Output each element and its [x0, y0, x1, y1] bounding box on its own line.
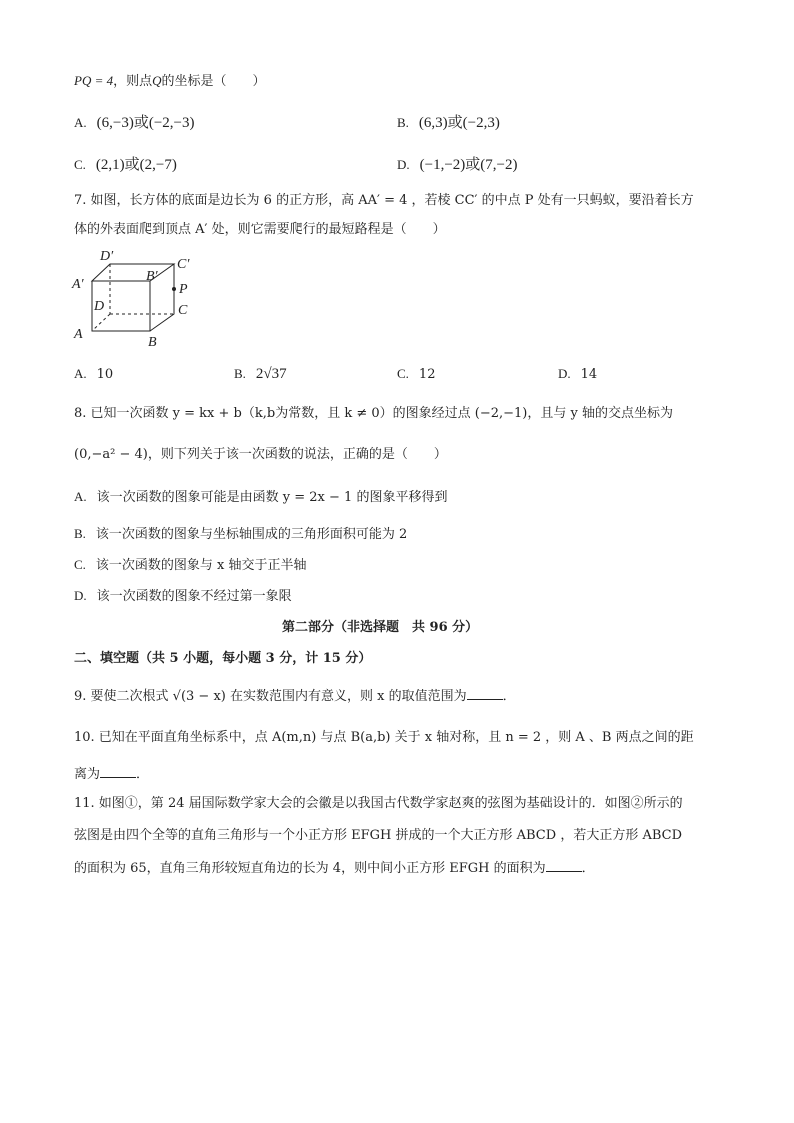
q10-stem-line1: 10. 已知在平面直角坐标系中，点 A(m,n) 与点 B(a,b) 关于 x 轴对称，且 n = 2 ，则 A 、B 两点之间的距: [74, 730, 694, 745]
q7-option-a[interactable]: A. 10: [74, 366, 114, 382]
q7-option-d[interactable]: D. 14: [558, 366, 598, 382]
q7-stem-line2: 体的外表面爬到顶点 A′ 处，则它需要爬行的最短路程是（ ）: [74, 222, 446, 237]
label-d1: D′: [100, 249, 114, 264]
q7-option-c[interactable]: C. 12: [397, 366, 436, 382]
q6-math: PQ = 4: [74, 73, 114, 88]
cuboid-top-face: [92, 264, 174, 281]
section-fill-in-heading: 二、填空题（共 5 小题，每小题 3 分，计 15 分）: [74, 651, 372, 666]
q11-stem-line2: 弦图是由四个全等的直角三角形与一个小正方形 EFGH 拼成的一个大正方形 ABCD ，若大正方形 ABCD: [74, 828, 682, 843]
q8-option-a[interactable]: A. 该一次函数的图象可能是由函数 y = 2x − 1 的图象平移得到: [74, 489, 448, 505]
q11-stem-line1: 11. 如图①，第 24 届国际数学家大会的会徽是以我国古代数学家赵爽的弦图为基础设计的．如图②所示的: [74, 796, 683, 811]
q11-stem-line3: 的面积为 65，直角三角形较短直角边的长为 4，则中间小正方形 EFGH 的面积为 ．: [74, 861, 595, 876]
label-a: A: [74, 327, 83, 342]
q6-option-d[interactable]: D. (−1,−2)或(7,−2): [397, 157, 518, 173]
q11-answer-blank[interactable]: [546, 859, 582, 872]
q10-answer-blank[interactable]: [100, 765, 136, 778]
q6-stem: PQ = 4，则点Q的坐标是（ ）: [74, 73, 266, 89]
label-c: C: [178, 303, 188, 318]
label-a1: A′: [72, 277, 84, 292]
q6-option-c[interactable]: C. (2,1)或(2,−7): [74, 157, 177, 173]
q8-option-c[interactable]: C. 该一次函数的图象与 x 轴交于正半轴: [74, 557, 307, 573]
label-c1: C′: [177, 257, 190, 272]
label-b: B: [148, 335, 157, 348]
q6-option-a[interactable]: A. (6,−3)或(−2,−3): [74, 115, 195, 131]
q8-stem-line1: 8. 已知一次函数 y = kx + b（k,b为常数，且 k ≠ 0）的图象经过点 (−2,−1)，且与 y 轴的交点坐标为: [74, 406, 673, 421]
hidden-edge-3: [92, 314, 110, 331]
q8-option-d[interactable]: D. 该一次函数的图象不经过第一象限: [74, 588, 292, 604]
q10-stem-line2: 离为 ．: [74, 767, 150, 782]
label-b1: B′: [146, 269, 158, 284]
q8-option-b[interactable]: B. 该一次函数的图象与坐标轴围成的三角形面积可能为 2: [74, 526, 408, 542]
q9-answer-blank[interactable]: [467, 687, 503, 700]
cuboid-figure: [70, 248, 210, 348]
point-p: [172, 287, 176, 291]
label-p: P: [179, 282, 188, 297]
label-d: D: [94, 299, 105, 314]
q6-option-b[interactable]: B. (6,3)或(−2,3): [397, 115, 500, 131]
part2-title: 第二部分（非选择题 共 96 分）: [282, 620, 479, 635]
q7-stem-line1: 7. 如图，长方体的底面是边长为 6 的正方形，高 AA′ = 4 ，若棱 CC′ 的中点 P 处有一只蚂蚁，要沿着长方: [74, 193, 694, 208]
q8-stem-line2: (0,−a² − 4)，则下列关于该一次函数的说法，正确的是（ ）: [74, 447, 447, 462]
q7-option-b[interactable]: B. 2√37: [234, 366, 287, 382]
q9-stem: 9. 要使二次根式 √(3 − x) 在实数范围内有意义，则 x 的取值范围为 ．: [74, 689, 516, 704]
